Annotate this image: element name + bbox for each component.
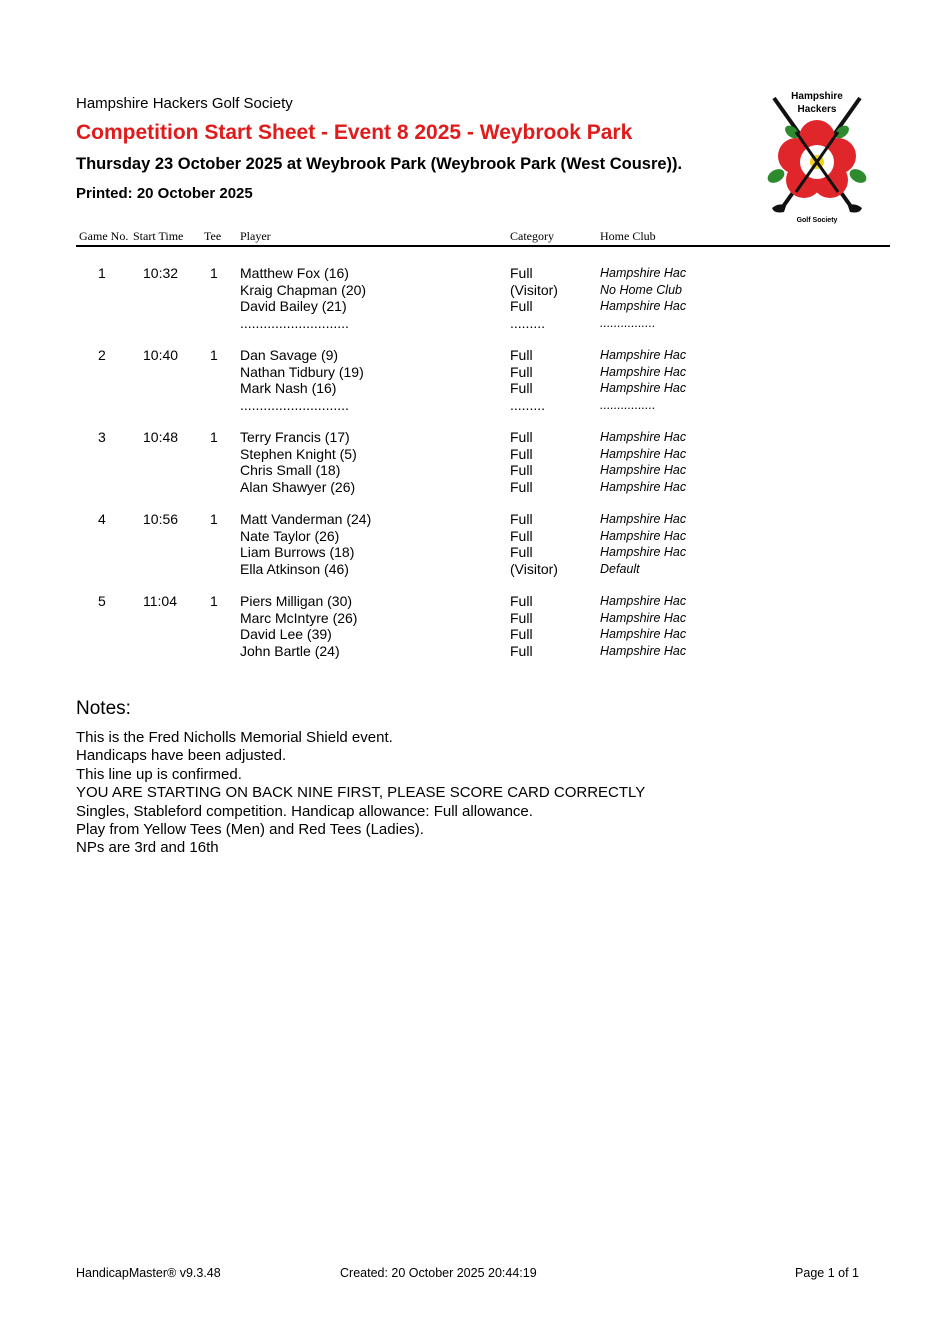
player-category: Full [510, 347, 533, 363]
player-category: Full [510, 511, 533, 527]
footer-created: Created: 20 October 2025 20:44:19 [340, 1266, 537, 1280]
player-category: Full [510, 380, 533, 396]
player-name: ............................ [240, 396, 349, 413]
player-category: Full [510, 445, 533, 462]
player-home-club: Hampshire Hac [600, 463, 687, 477]
society-name: Hampshire Hackers Golf Society [76, 95, 293, 112]
player-name: Mark Nash (16) [240, 380, 337, 396]
player-name: David Lee (39) [240, 626, 332, 642]
player-category: (Visitor) [510, 281, 558, 298]
player-category: Full [510, 642, 533, 659]
footer-page-number: Page 1 of 1 [795, 1266, 859, 1280]
player-name: Dan Savage (9) [240, 347, 339, 363]
player-category: ......... [510, 314, 546, 331]
col-header-tee: Tee [204, 229, 222, 243]
society-logo [762, 88, 872, 228]
player-category: Full [510, 265, 533, 281]
tee-number: 1 [210, 265, 218, 281]
player-category: Full [510, 626, 533, 642]
col-header-game-no: Game No. [79, 229, 129, 243]
printed-date: Printed: 20 October 2025 [76, 185, 253, 202]
player-category: Full [510, 544, 533, 560]
player-name: John Bartle (24) [240, 642, 340, 659]
player-home-club: Hampshire Hac [600, 545, 687, 559]
player-name: Chris Small (18) [240, 462, 341, 478]
note-line: This is the Fred Nicholls Memorial Shield event. [76, 729, 393, 746]
game-number: 3 [98, 429, 106, 445]
player-name: Ella Atkinson (46) [240, 560, 349, 577]
event-subtitle: Thursday 23 October 2025 at Weybrook Park (Weybrook Park (West Cousre)). [76, 155, 683, 173]
player-name: Nate Taylor (26) [240, 527, 340, 544]
player-home-club: Hampshire Hac [600, 594, 687, 608]
player-home-club: Hampshire Hac [600, 610, 687, 625]
logo-text-line3: Golf Society [796, 217, 838, 224]
player-category: Full [510, 609, 533, 626]
player-home-club: Hampshire Hac [600, 627, 687, 641]
player-home-club: Hampshire Hac [600, 479, 687, 494]
game-number: 1 [98, 265, 106, 281]
notes-list [76, 729, 645, 858]
start-time: 10:40 [143, 347, 179, 363]
player-name: Piers Milligan (30) [240, 593, 353, 609]
col-header-player: Player [240, 229, 271, 243]
player-home-club: Default [600, 561, 640, 576]
tee-number: 1 [210, 429, 218, 445]
col-header-category: Category [510, 229, 554, 243]
page-title: Competition Start Sheet - Event 8 2025 - Weybrook Park [76, 121, 633, 144]
col-header-start-time: Start Time [133, 229, 184, 243]
game-number: 2 [98, 347, 106, 363]
player-home-club: Hampshire Hac [600, 512, 687, 526]
note-line: This line up is confirmed. [76, 765, 242, 783]
player-home-club: Hampshire Hac [600, 299, 687, 313]
start-time: 11:04 [143, 593, 177, 609]
player-home-club: Hampshire Hac [600, 364, 687, 379]
player-category: Full [510, 478, 533, 495]
tee-number: 1 [210, 511, 218, 527]
player-category: Full [510, 593, 533, 609]
player-home-club: Hampshire Hac [600, 381, 687, 395]
start-time: 10:56 [143, 511, 179, 527]
player-category: Full [510, 298, 533, 314]
player-name: Kraig Chapman (20) [240, 281, 367, 298]
note-line: Handicaps have been adjusted. [76, 747, 287, 765]
col-header-home-club: Home Club [600, 229, 656, 243]
player-category: (Visitor) [510, 560, 558, 577]
footer-software: HandicapMaster® v9.3.48 [76, 1266, 221, 1280]
game-number: 4 [98, 511, 106, 527]
player-category: Full [510, 527, 533, 544]
player-name: Alan Shawyer (26) [240, 478, 356, 495]
note-line: Singles, Stableford competition. Handicap allowance: Full allowance. [76, 802, 533, 820]
player-name: Terry Francis (17) [240, 429, 350, 445]
logo-text-line1: Hampshire [791, 91, 843, 102]
player-name: ............................ [240, 314, 349, 331]
note-line: NPs are 3rd and 16th [76, 839, 219, 857]
player-home-club: Hampshire Hac [600, 446, 687, 461]
player-name: Stephen Knight (5) [240, 445, 357, 462]
player-home-club: ................ [600, 397, 656, 412]
player-home-club: Hampshire Hac [600, 643, 687, 658]
start-time: 10:32 [143, 265, 179, 281]
player-category: Full [510, 429, 533, 445]
player-category: ......... [510, 396, 546, 413]
player-name: Matthew Fox (16) [240, 265, 349, 281]
logo-text-line2: Hackers [797, 104, 837, 115]
player-home-club: No Home Club [600, 282, 682, 297]
game-number: 5 [98, 593, 106, 609]
note-line: Play from Yellow Tees (Men) and Red Tees (Ladies). [76, 821, 424, 839]
player-home-club: Hampshire Hac [600, 430, 687, 444]
player-name: Liam Burrows (18) [240, 544, 355, 560]
header-divider [76, 245, 890, 247]
player-home-club: ................ [600, 315, 656, 330]
player-name: Matt Vanderman (24) [240, 511, 372, 527]
tee-number: 1 [210, 347, 218, 363]
player-home-club: Hampshire Hac [600, 266, 687, 280]
tee-number: 1 [210, 593, 218, 609]
player-home-club: Hampshire Hac [600, 528, 687, 543]
player-name: David Bailey (21) [240, 298, 347, 314]
player-name: Nathan Tidbury (19) [240, 363, 364, 380]
player-name: Marc McIntyre (26) [240, 609, 358, 626]
note-line: YOU ARE STARTING ON BACK NINE FIRST, PLEASE SCORE CARD CORRECTLY [76, 784, 646, 802]
player-category: Full [510, 462, 533, 478]
notes-heading: Notes: [76, 698, 131, 719]
player-category: Full [510, 363, 533, 380]
player-home-club: Hampshire Hac [600, 348, 687, 362]
start-time: 10:48 [143, 429, 179, 445]
